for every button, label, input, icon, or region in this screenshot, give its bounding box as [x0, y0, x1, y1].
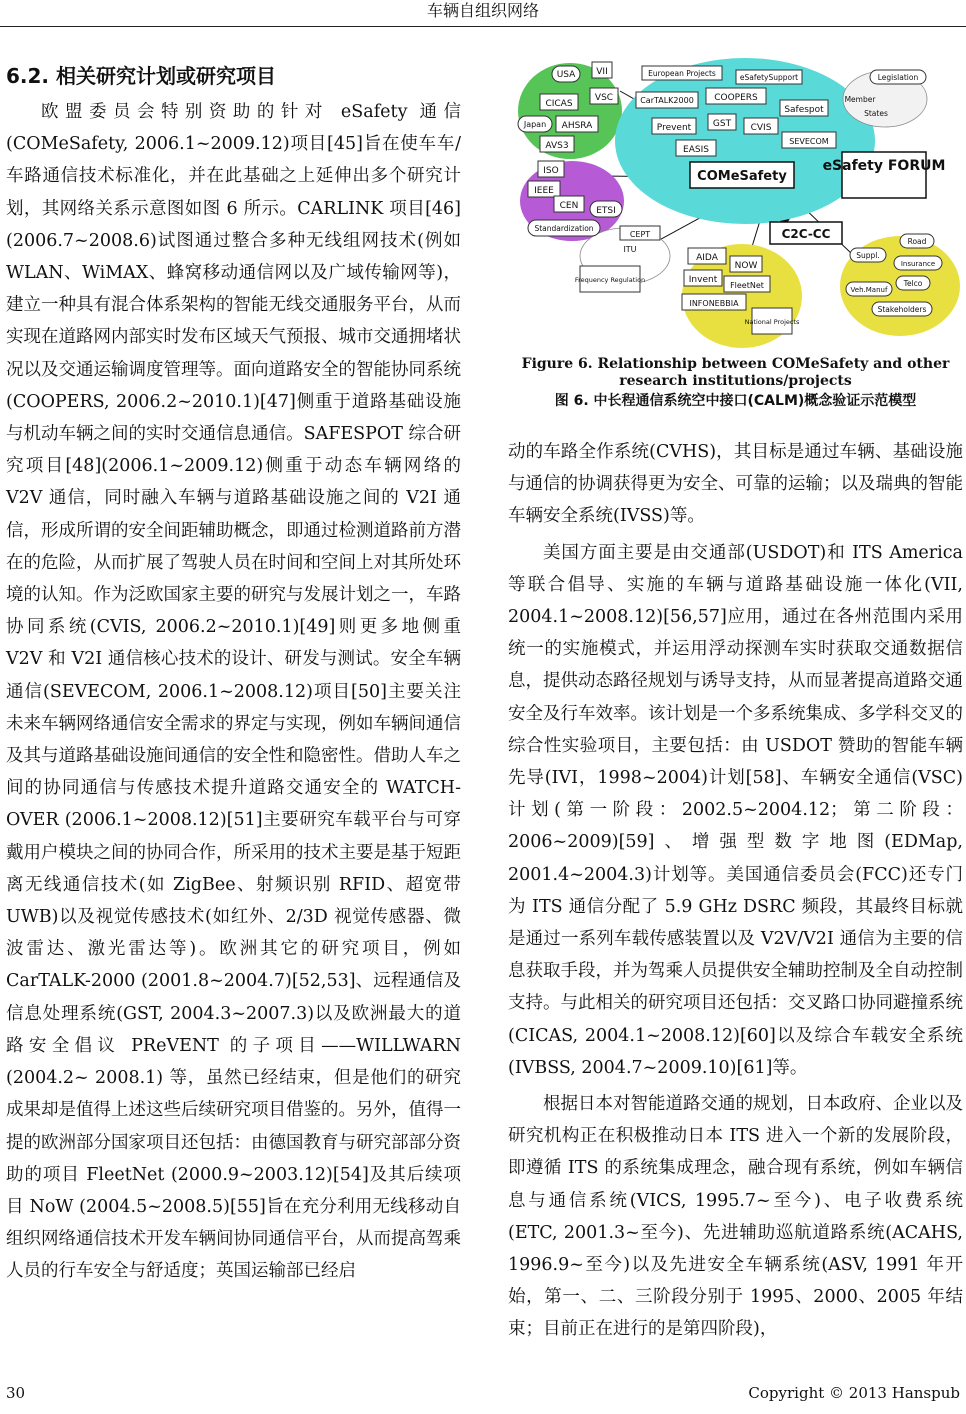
label-standardization: Standardization: [534, 224, 594, 233]
label-gst: GST: [712, 119, 732, 129]
label-cen: CEN: [559, 201, 579, 211]
label-frequency-regulation: Frequency Regulation: [574, 276, 646, 284]
label-insurance: Insurance: [900, 260, 936, 268]
label-comesafety: COMeSafety: [697, 169, 787, 184]
label-easis: EASIS: [683, 145, 709, 155]
figure-caption: [508, 356, 963, 410]
figure-6-diagram: [510, 56, 962, 348]
label-iso: ISO: [543, 166, 559, 176]
label-telco: Telco: [903, 279, 923, 288]
label-european-projects: European Projects: [648, 69, 716, 78]
figure-caption-en: Figure 6. Relationship between COMeSafety and other research institutions/projects: [521, 356, 950, 389]
label-vii: VII: [596, 67, 608, 77]
label-veh-manuf: Veh.Manuf: [850, 286, 888, 294]
label-cicas: CICAS: [545, 99, 573, 109]
label-vsc: VSC: [594, 93, 614, 103]
right-paragraph-1: 动的车路全作系统(CVHS)，其目标是通过车辆、基础设施与通信的协调获得更为安全、可靠的运输；以及瑞典的智能车辆安全系统(IVSS)等。: [508, 442, 963, 527]
header-rule: [0, 26, 966, 27]
label-national-projects: National Projects: [744, 318, 800, 326]
label-cartalk: CarTALK2000: [640, 96, 694, 105]
label-coopers: COOPERS: [714, 93, 758, 103]
label-stakeholders: Stakeholders: [877, 305, 927, 314]
page-number: 30: [6, 1384, 26, 1402]
label-now: NOW: [734, 261, 758, 271]
running-header: 车辆自组织网络: [426, 1, 539, 20]
label-infonebbia: INFONEBBIA: [689, 299, 739, 308]
label-legislation: Legislation: [877, 73, 919, 82]
label-etsi: ETSI: [596, 206, 616, 216]
label-road: Road: [907, 237, 927, 246]
label-invent: Invent: [688, 275, 718, 285]
label-esafety-support: eSafetySupport: [739, 73, 799, 82]
label-safespot: Safespot: [784, 105, 824, 115]
label-sevecom: SEVECOM: [789, 137, 829, 146]
label-c2c-cc: C2C-CC: [781, 227, 831, 241]
label-member: Member: [844, 95, 876, 104]
label-avs3: AVS3: [545, 141, 569, 151]
label-cept: CEPT: [629, 230, 651, 239]
label-ieee: IEEE: [534, 186, 554, 196]
label-usa: USA: [556, 70, 576, 80]
left-paragraph-1: 欧盟委员会特别资助的针对 eSafety 通信(COMeSafety, 2006.1~2009.12)项目[45]旨在使车车/车路通信技术标准化，并在此基础之上延伸出多个研究计划，其网络关系示意图如图 6 所示。CARLINK 项目[46](2006.7~2008.6)试图通过整合多种无线组网技术(例如 WLAN、WiMAX、蜂窝移动通信网以及广域传输网等)，建立一种具有混合体系架构的智能无线交通服务平台，从而实现在道路网内部实时发布区域天气预报、城市交通拥堵状况以及交通运输调度管理等。面向道路安全的智能协同系统(COOPERS, 2006.2~2010.1)[47]侧重于道路基础设施与机动车辆之间的实时交通信息通信。SAFESPOT 综合研究项目[48](2006.1~2009.12)侧重于动态车辆网络的 V2V 通信，同时融入车辆与道路基础设施之间的 V2I 通信，形成所谓的安全间距辅助概念，即通过检测道路前方潜在的危险，从而扩展了驾驶人员在时间和空间上对其所处环境的认知。作为泛欧国家主要的研究与发展计划之一，车路协同系统(CVIS, 2006.2~2010.1)[49]则更多地侧重 V2V 和 V2I 通信核心技术的设计、研发与测试。安全车辆通信(SEVECOM, 2006.1~2008.12)项目[50]主要关注未来车辆网络通信安全需求的界定与实现，例如车辆间通信及其与道路基础设施间通信的安全性和隐密性。借助人车之间的协同通信与传感技术提升道路交通安全的 WATCH-OVER (2006.1~2008.12)[51]主要研究车载平台与可穿戴用户模块之间的协同合作，所采用的技术主要是基于短距离无线通信技术(如 ZigBee、射频识别 RFID、超宽带 UWB)以及视觉传感技术(如红外、2/3D 视觉传感器、微波雷达、激光雷达等)。欧洲其它的研究项目，例如 CarTALK-2000 (2001.8~2004.7)[52,53]、远程通信及信息处理系统(GST, 2004.3~2007.3)以及欧洲最大的道路安全倡议 PReVENT 的子项目——WILLWARN (2004.2~ 2008.1) 等，虽然已经结束，但是他们的研究成果却是值得上述这些后续研究项目借鉴的。另外，值得一提的欧洲部分国家项目还包括：由德国教育与研究部部分资助的项目 FleetNet (2000.9~2003.12)[54]及其后续项目 NoW (2004.5~2008.5)[55]旨在充分利用无线移动自组织网络通信技术开发车辆间协同通信平台，从而提高驾乘人员的行车安全与舒适度；英国运输部已经启: [6, 102, 461, 1282]
label-fleetnet: FleetNet: [730, 281, 764, 290]
label-ahsra: AHSRA: [561, 121, 593, 131]
label-itu: ITU: [623, 245, 637, 254]
copyright: Copyright © 2013 Hanspub: [748, 1384, 960, 1402]
section-title: 6.2. 相关研究计划或研究项目: [6, 64, 276, 88]
right-paragraph-3: 根据日本对智能道路交通的规划，日本政府、企业以及研究机构正在积极推动日本 ITS 进入一个新的发展阶段，即遵循 ITS 的系统集成理念，融合现有系统，例如车辆信息与通信系统(VICS, 1995.7~至今)、电子收费系统(ETC, 2001.3~至今)、先进辅助巡航道路系统(ACAHS, 1996.9~至今)以及先进安全车辆系统(ASV, 1991 年开始，第一、二、三阶段分别于 1995、2000、2005 年结束；目前正在进行的是第四阶段)，: [508, 1094, 963, 1340]
label-prevent: Prevent: [656, 123, 692, 133]
label-states: States: [864, 109, 888, 118]
label-cvis: CVIS: [750, 123, 772, 133]
label-suppl: Suppl.: [856, 251, 880, 260]
left-column: [6, 60, 461, 1288]
label-japan: Japan: [523, 120, 547, 129]
right-paragraph-2: 美国方面主要是由交通部(USDOT)和 ITS America 等联合倡导、实施的车辆与道路基础设施一体化(VII, 2004.1~2008.12)[56,57]应用，通过在各州范围内采用统一的实施模式，并运用浮动探测车实时获取交通数据信息，提供动态路径规划与诱导支持，从而显著提高道路交通安全及行车效率。该计划是一个多系统集成、多学科交叉的综合性实验项目，主要包括：由 USDOT 赞助的智能车辆先导(IVI，1998~2004)计划[58]、车辆安全通信(VSC)计划(第一阶段：2002.5~2004.12；第二阶段：2006~2009)[59]、增强型数字地图(EDMap, 2001.4~2004.3)计划等。美国通信委员会(FCC)还专门为 ITS 通信分配了 5.9 GHz DSRC 频段，其最终目标就是通过一系列车载传感装置以及 V2V/V2I 通信为主要的信息获取手段，并为驾乘人员提供安全辅助控制及全自动控制支持。与此相关的研究项目还包括：交叉路口协同避撞系统(CICAS, 2004.1~2008.12)[60]以及综合车载安全系统(IVBSS, 2004.7~2009.10)[61]等。: [508, 542, 963, 1078]
label-aida: AIDA: [696, 253, 718, 263]
right-column: [508, 436, 963, 1346]
figure-caption-cn: 图 6. 中长程通信系统空中接口(CALM)概念验证示范模型: [554, 393, 917, 409]
label-esafety-forum: eSafety FORUM: [822, 158, 946, 174]
